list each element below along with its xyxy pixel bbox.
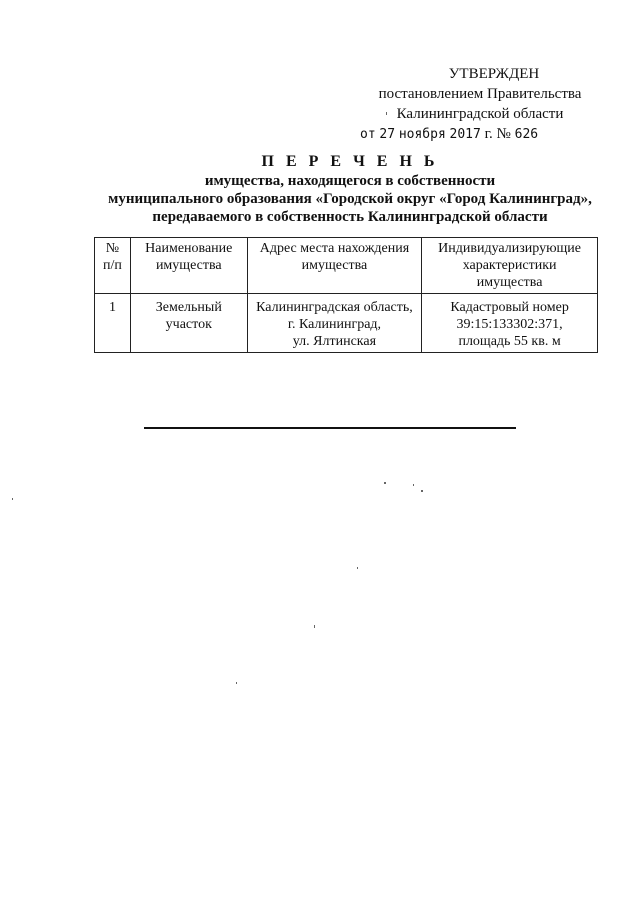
cell-text: г. Калининград, bbox=[287, 317, 382, 332]
document-title: П Е Р Е Ч Е Н Ь bbox=[261, 153, 439, 170]
scan-speck bbox=[386, 112, 387, 115]
scan-speck bbox=[421, 490, 423, 492]
cell-text: участок bbox=[165, 317, 212, 332]
approval-by-line-2: Калининградской области bbox=[396, 106, 564, 122]
cell-text: ул. Ялтинская bbox=[292, 334, 377, 349]
header-name bbox=[130, 238, 247, 294]
approval-date-line bbox=[360, 124, 600, 145]
cell-text: Кадастровый номер bbox=[450, 300, 569, 315]
header-text: Индивидуализирующие bbox=[438, 241, 582, 256]
header-characteristics bbox=[422, 238, 598, 294]
date-month: ноября bbox=[398, 127, 446, 142]
header-number bbox=[95, 238, 131, 294]
cell-text: Калининградская область, bbox=[256, 300, 413, 315]
date-year: 2017 bbox=[449, 127, 481, 142]
scan-speck bbox=[12, 498, 13, 500]
header-text: Наименование bbox=[145, 241, 233, 256]
cell-name bbox=[130, 294, 247, 353]
document-number: 626 bbox=[514, 127, 539, 142]
approval-status: УТВЕРЖДЕН bbox=[448, 66, 540, 82]
cell-text: площадь 55 кв. м bbox=[458, 334, 561, 349]
header-address bbox=[247, 238, 422, 294]
date-suffix: г. № bbox=[484, 126, 511, 142]
document-heading bbox=[60, 152, 640, 226]
header-text: характеристики bbox=[462, 258, 557, 273]
header-text: имущества bbox=[476, 275, 543, 290]
cell-number: 1 bbox=[95, 294, 131, 353]
property-table bbox=[94, 237, 598, 353]
scan-speck bbox=[413, 484, 414, 486]
heading-line-2: муниципального образования «Городской округ «Город Калининград», bbox=[108, 191, 592, 207]
scan-speck bbox=[384, 482, 386, 484]
date-prefix: от bbox=[360, 127, 376, 142]
cell-address bbox=[247, 294, 422, 353]
table-header-row bbox=[95, 238, 598, 294]
header-text: № bbox=[105, 241, 120, 256]
approval-block bbox=[360, 64, 600, 145]
date-day: 27 bbox=[379, 127, 396, 142]
table-row bbox=[95, 294, 598, 353]
closing-rule bbox=[144, 427, 516, 429]
header-text: Адрес места нахождения bbox=[259, 241, 410, 256]
cell-text: Земельный bbox=[155, 300, 222, 315]
header-text: имущества bbox=[301, 258, 368, 273]
header-text: п/п bbox=[103, 258, 122, 273]
heading-line-1: имущества, находящегося в собственности bbox=[204, 173, 496, 189]
scan-speck bbox=[236, 682, 237, 684]
header-text: имущества bbox=[155, 258, 222, 273]
cell-text: 39:15:133302:371, bbox=[456, 317, 563, 332]
scan-speck bbox=[314, 625, 315, 628]
scan-speck bbox=[357, 567, 358, 569]
approval-by-line-1: постановлением Правительства bbox=[378, 86, 582, 102]
cell-characteristics bbox=[422, 294, 598, 353]
heading-line-3: передаваемого в собственность Калининградской области bbox=[152, 209, 548, 225]
